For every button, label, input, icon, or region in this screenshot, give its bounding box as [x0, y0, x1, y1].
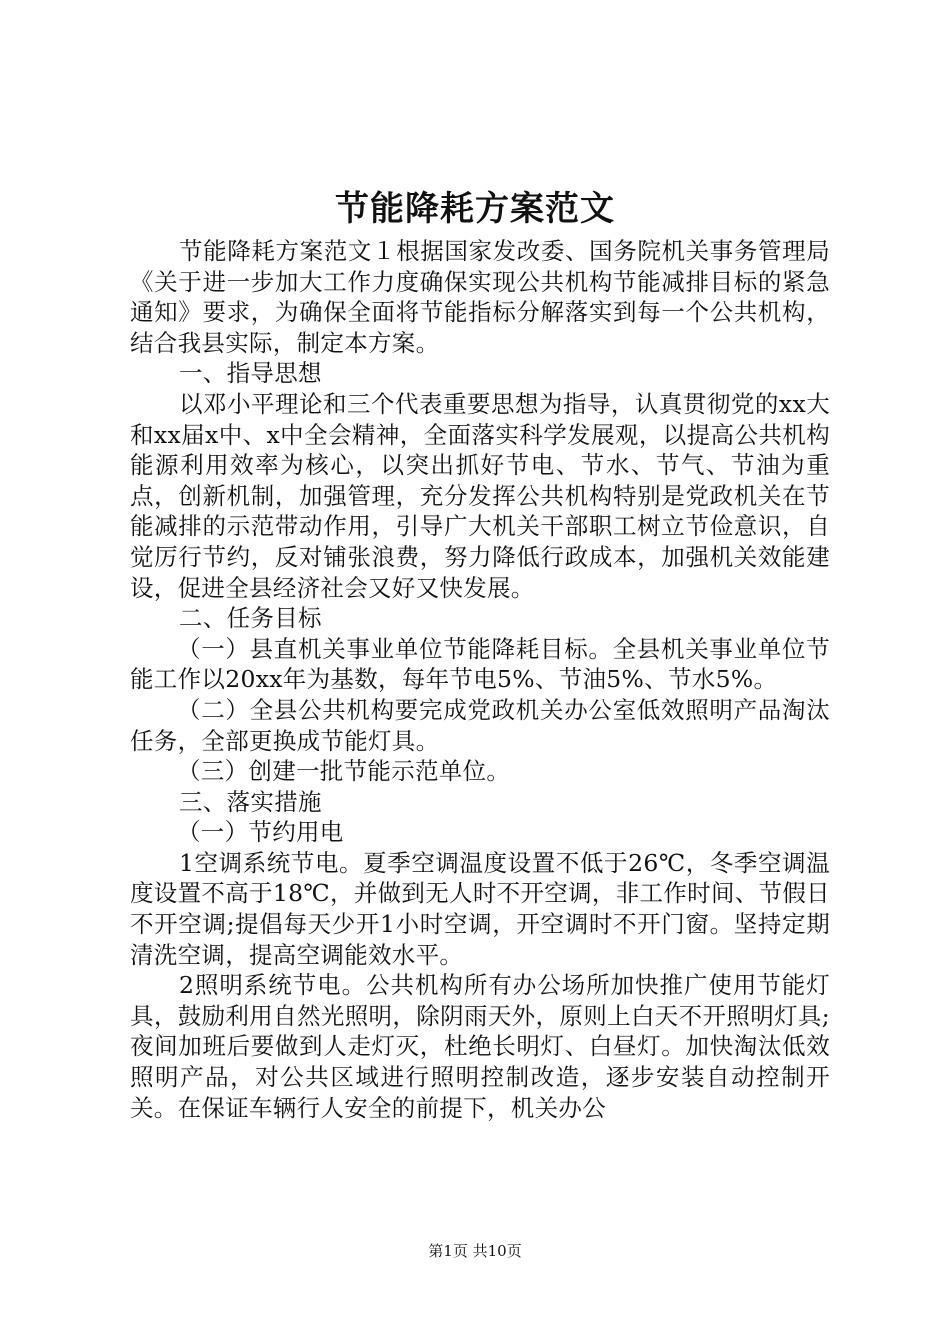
intro-paragraph: 节能降耗方案范文１根据国家发改委、国务院机关事务管理局《关于进一步加大工作力度确保实现公共机构节能减排目标的紧急通知》要求，为确保全面将节能指标分解落实到每一个公共机构，结合我县实际，制定本方案。	[130, 237, 830, 357]
measure-air-conditioning-paragraph: 1空调系统节电。夏季空调温度设置不低于26℃，冬季空调温度设置不高于18℃，并做到无人时不开空调，非工作时间、节假日不开空调;提倡每天少开1小时空调，开空调时不开门窗。坚持定期清洗空调，提高空调能效水平。	[130, 848, 830, 969]
guiding-ideology-paragraph: 以邓小平理论和三个代表重要思想为指导，认真贯彻党的xx大和xx届x中、x中全会精神，全面落实科学发展观，以提高公共机构能源利用效率为核心，以突出抓好节电、节水、节气、节油为重点，创新机制，加强管理，充分发挥公共机构特别是党政机关在节能减排的示范带动作用，引导广大机关干部职工树立节俭意识，自觉厉行节约，反对铺张浪费，努力降低行政成本，加强机关效能建设，促进全县经济社会又好又快发展。	[130, 389, 830, 602]
document-body	[130, 236, 830, 1123]
section-heading-task-goals: 二、任务目标	[179, 604, 322, 633]
measure-lighting-paragraph: 2照明系统节电。公共机构所有办公场所加快推广使用节能灯具，鼓励利用自然光照明，除阴雨天外，原则上白天不开照明灯具;夜间加班后要做到人走灯灭，杜绝长明灯、白昼灯。加快淘汰低效照明产品，对公共区域进行照明控制改造，逐步安装自动控制开关。在保证车辆行人安全的前提下，机关办公	[130, 971, 830, 1122]
task-goal-item-1: （一）县直机关事业单位节能降耗目标。全县机关事业单位节能工作以20xx年为基数，每年节电5%、节油5%、节水5%。	[130, 634, 830, 694]
section-heading-measures: 三、落实措施	[179, 787, 322, 816]
section-heading-guiding-ideology: 一、指导思想	[179, 359, 322, 388]
subsection-heading-save-electricity: （一）节约用电	[177, 818, 344, 847]
document-title: 节能降耗方案范文	[335, 189, 615, 229]
page-number-footer: 第1页 共10页	[428, 1242, 522, 1260]
task-goal-item-2: （二）全县公共机构要完成党政机关办公室低效照明产品淘汰任务，全部更换成节能灯具。	[130, 695, 830, 755]
task-goal-item-3: （三）创建一批节能示范单位。	[177, 757, 511, 786]
